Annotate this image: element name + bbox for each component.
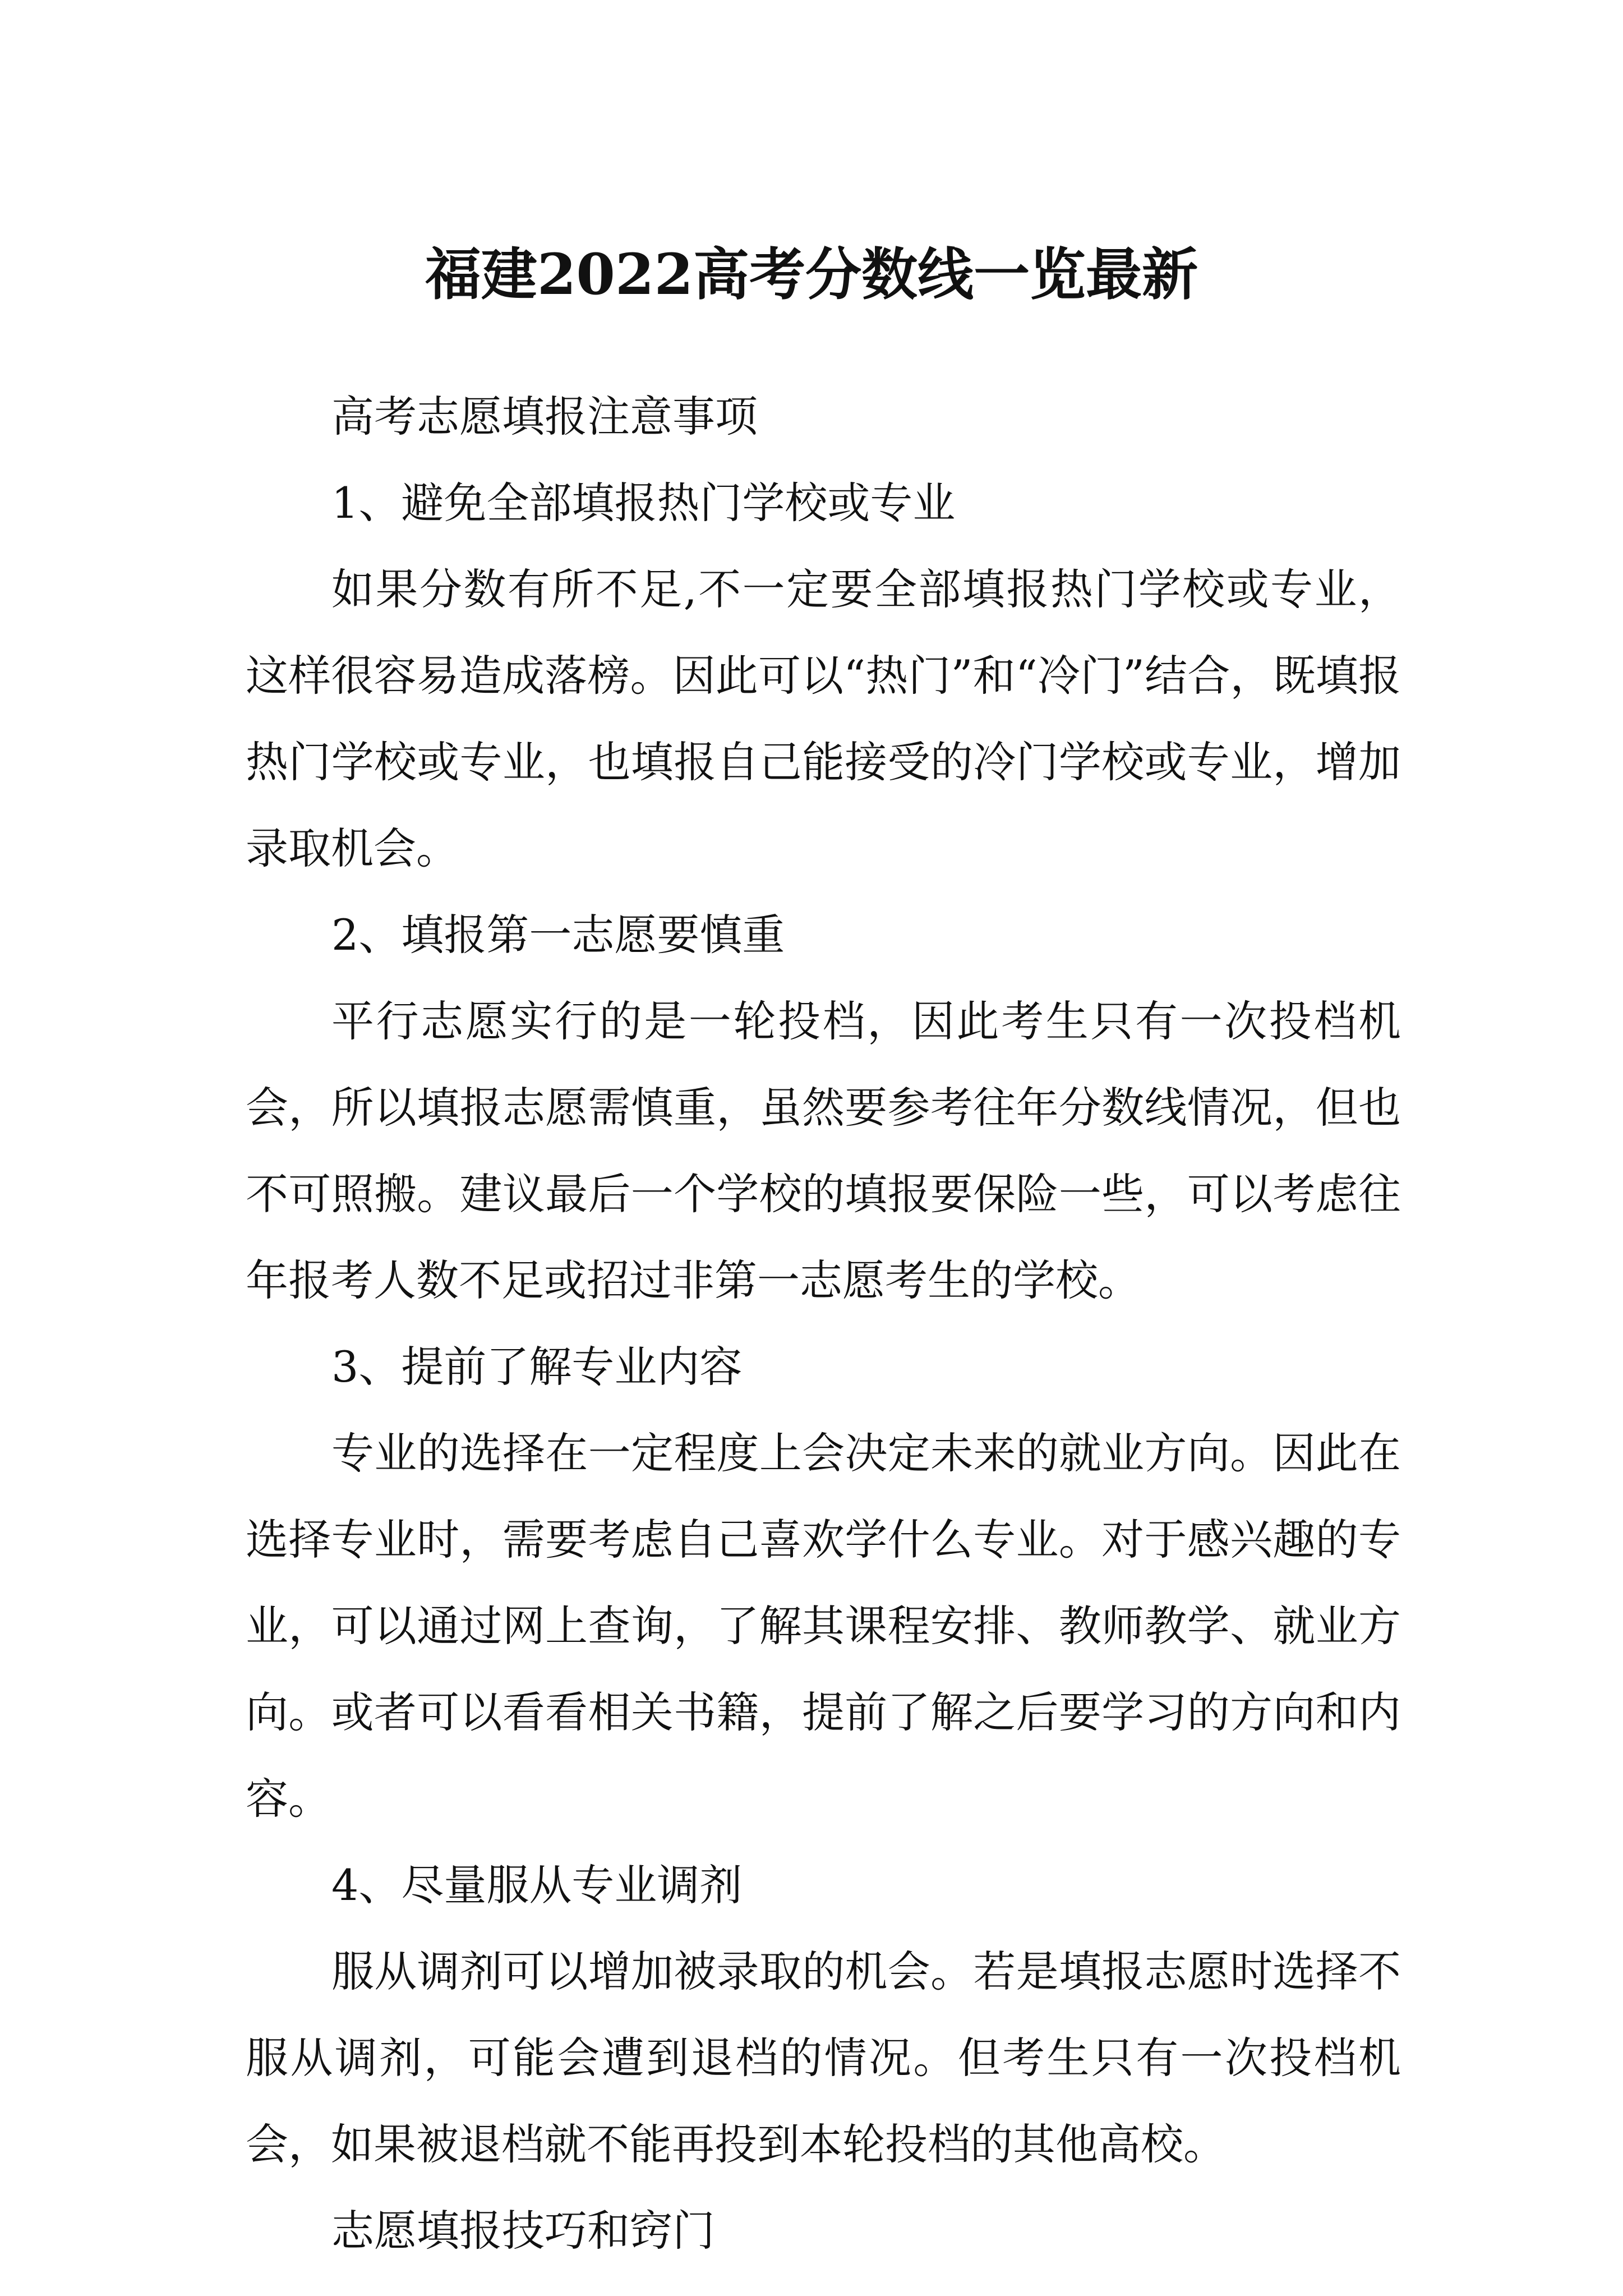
- document-title: 福建2022高考分数线一览最新: [425, 241, 1198, 307]
- item-heading-2: 2、填报第一志愿要慎重: [331, 910, 785, 960]
- item-paragraph-2: 平行志愿实行的是一轮投档，因此考生只有一次投档机会，所以填报志愿需慎重，虽然要参考往年分数线情况，但也不可照搬。建议最后一个学校的填报要保险一些，可以考虑往年报考人数不足或招过非第一志愿考生的学校。: [246, 996, 1401, 1305]
- item-heading-3: 3、提前了解专业内容: [331, 1342, 743, 1392]
- item-paragraph-3: 专业的选择在一定程度上会决定未来的就业方向。因此在选择专业时，需要考虑自己喜欢学什么专业。对于感兴趣的专业，可以通过网上查询，了解其课程安排、教师教学、就业方向。或者可以看看相关书籍，提前了解之后要学习的方向和内容。: [246, 1428, 1401, 1824]
- document-body: [246, 374, 1401, 2274]
- section-heading-tips: 志愿填报技巧和窍门: [331, 2206, 715, 2256]
- item-paragraph-4: 服从调剂可以增加被录取的机会。若是填报志愿时选择不服从调剂，可能会遭到退档的情况。但考生只有一次投档机会，如果被退档就不能再投到本轮投档的其他高校。: [246, 1947, 1401, 2169]
- item-paragraph-1: 如果分数有所不足,不一定要全部填报热门学校或专业，这样很容易造成落榜。因此可以“热门”和“冷门”结合，既填报热门学校或专业，也填报自己能接受的冷门学校或专业，增加录取机会。: [246, 564, 1401, 873]
- section-heading-notes: 高考志愿填报注意事项: [331, 392, 758, 441]
- item-heading-1: 1、避免全部填报热门学校或专业: [331, 478, 956, 528]
- item-heading-4: 4、尽量服从专业调剂: [331, 1860, 743, 1910]
